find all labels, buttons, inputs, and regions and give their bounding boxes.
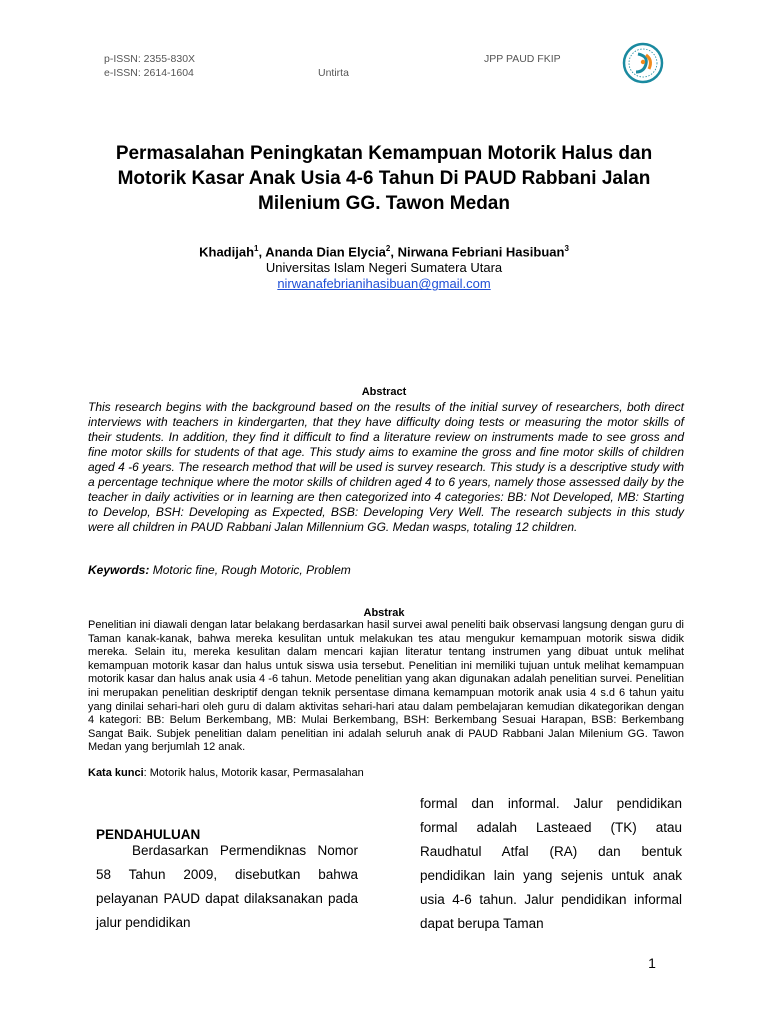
section-heading: PENDAHULUAN [96,827,201,842]
keywords-label: Keywords: [88,563,150,577]
abstrak-text: Penelitian ini diawali dengan latar belakang berdasarkan hasil survei awal peneliti baik observasi langsung dengan guru di Taman kanak-kanak, bahwa mereka kesulitan untuk melakukan tes atau mengukur kemampuan motorik siswa didik mereka. Selain itu, mereka kesulitan dalam mencari kajian literatur tentang instrumen yang dibuat untuk melihat kemampuan motorik kasar dan halus untuk siswa usia tersebut. Penelitian ini memiliki tujuan untuk melihat kemampuan motorik kasar dan halus anak usia 4 -6 tahun. Metode penelitian yang akan digunakan adalah penelitian survei. Penelitian ini merupakan penelitian deskriptif dengan teknik persentase dimana kemampuan motorik anak usia 4 s.d 6 tahun yaitu yang dinilai sehari-hari oleh guru di dalam aktivitas sehari-hari atau dalam pembelajaran kemudian dikategorikan dengan 4 kategori: BB: Belum Berkembang, MB: Mulai Berkembang, BSH: Berkembang Sesuai Harapan, BSB: Berkembang Sangat Baik. Subjek penelitian dalam penelitian ini adalah seluruh anak di PAUD Rabbani Jalan Milenium GG. Tawon Medan yang berjumlah 12 anak. [88,619,684,754]
author-block [90,241,678,292]
abstract-text: This research begins with the background based on the results of the initial survey of researchers, both direct interviews with teachers in kindergarten, that they have difficulty doing tests or measuring the motor skills of their students. In addition, they find it difficult to find a literature review on instruments made to see gross and fine motor skills for students of that age. This study aims to examine the gross and fine motor skills of children aged 4 -6 years. The research method that will be used is survey research. This study is a descriptive study with a percentage technique where the motor skills of children aged 4 to 6 years, namely those assessed daily by the teacher in daily activities or in learning are then categorized into 4 categories: BB: Not Developed, MB: Starting to Develop, BSH: Developing as Expected, BSB: Developing Very Well. The research subjects in this study were all children in PAUD Rabbani Jalan Millennium GG. Medan wasps, totaling 12 children. [88,400,684,534]
author-email-link[interactable]: nirwanafebrianihasibuan@gmail.com [277,276,491,292]
journal-logo-icon [622,42,664,84]
paper-title: Permasalahan Peningkatan Kemampuan Motorik Halus dan Motorik Kasar Anak Usia 4-6 Tahun Di PAUD Rabbani Jalan Milenium GG. Tawon Medan [115,143,653,214]
author-names [90,241,678,260]
affiliation: Universitas Islam Negeri Sumatera Utara [265,260,503,276]
university-header: Untirta [318,67,349,79]
author-3: Nirwana Febriani Hasibuan [397,244,565,260]
journal-name: JPP PAUD FKIP [484,53,561,65]
e-issn: e-ISSN: 2614-1604 [104,67,194,79]
kata-kunci-value: : Motorik halus, Motorik kasar, Permasalahan [143,767,364,779]
keywords-value: Motoric fine, Rough Motoric, Problem [149,563,351,577]
p-issn: p-ISSN: 2355-830X [104,53,196,65]
kata-kunci-label: Kata kunci [88,767,144,779]
author-2: Ananda Dian Elycia [265,244,386,260]
kata-kunci-line [88,766,684,780]
author-1: Khadijah [199,244,255,260]
abstract-heading: Abstract [361,386,407,398]
abstrak-heading: Abstrak [363,607,405,619]
author-3-sup: 3 [564,244,569,253]
author-1-sup: 1 [254,244,259,253]
body-left-column: Berdasarkan Permendiknas Nomor 58 Tahun 2009, disebutkan bahwa pelayanan PAUD dapat dilaksanakan pada jalur pendidikan [96,843,358,930]
body-right-column: formal dan informal. Jalur pendidikan formal adalah Lasteaed (TK) atau Raudhatul Atfal (RA) dan bentuk pendidikan lain yang sejenis untuk anak usia 4-6 tahun. Jalur pendidikan informal dapat berupa Taman [420,796,682,931]
author-separator: , [390,244,398,260]
author-2-sup: 2 [385,244,391,253]
page-number: 1 [648,955,656,971]
keywords-line [88,563,684,578]
author-separator: , [258,244,266,260]
